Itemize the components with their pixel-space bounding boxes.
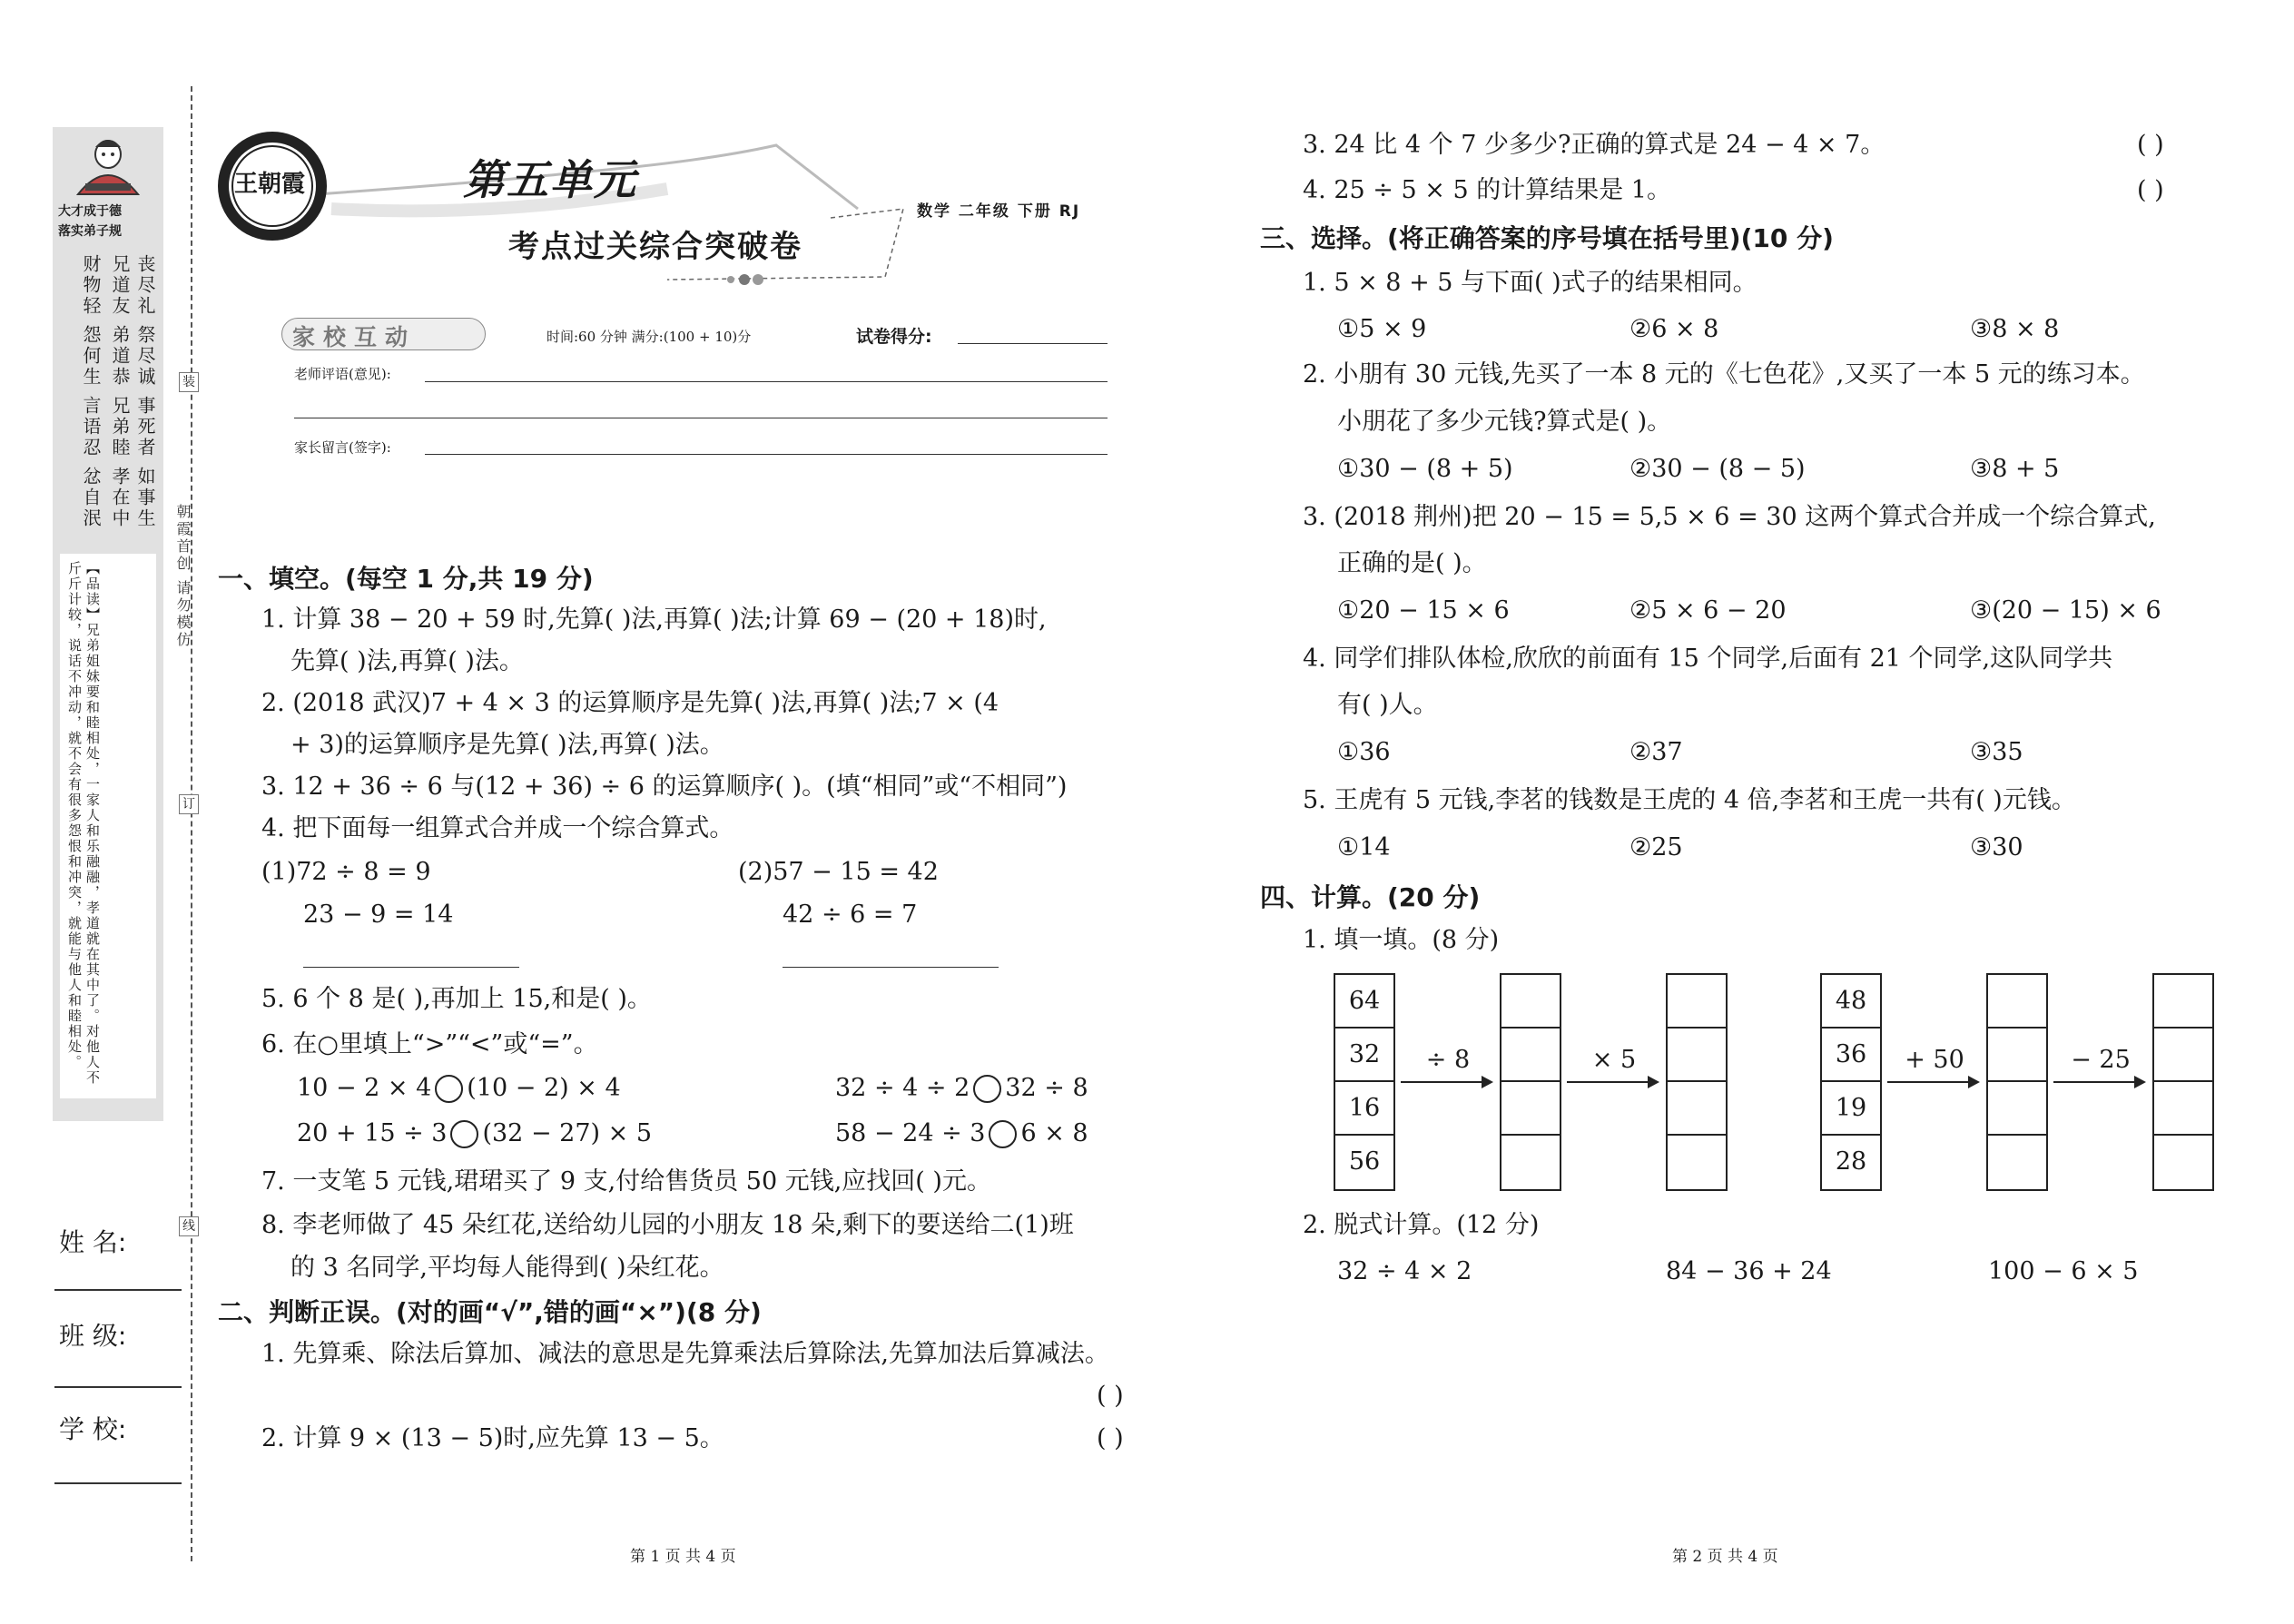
operation-label: × 5 [1591,1046,1637,1074]
s3-q3-option-2[interactable]: ②5 × 6 − 20 [1629,596,1787,625]
binding-mark-2: 订 [179,794,199,814]
section1-heading: 一、填空。(每空 1 分,共 19 分) [218,564,594,594]
sidebar-motto-2: 落实弟子规 [58,224,122,239]
binding-mark-1: 装 [179,372,199,392]
s3-q1-option-3[interactable]: ③8 × 8 [1970,315,2060,343]
s3-q5-option-1[interactable]: ①14 [1337,833,1391,861]
answer-cell[interactable] [1501,1136,1560,1189]
s1-q1-line2: 先算( )法,再算( )法。 [290,647,524,675]
answer-cell[interactable] [1501,1082,1560,1136]
logo-text: 王朝霞 [234,171,306,198]
right-arrow-icon [1567,1081,1658,1083]
answer-cell[interactable] [1988,975,2046,1029]
answer-cell[interactable] [1501,1029,1560,1082]
name-label: 姓 名: [59,1227,127,1257]
s3-q5-option-2[interactable]: ②25 [1629,833,1683,861]
sidebar-motto-1: 大才成于德 [58,204,122,219]
s4-q1: 1. 填一填。(8 分) [1303,926,1500,954]
compare-circle[interactable] [973,1075,1001,1103]
right-arrow-icon [1887,1081,1978,1083]
s2-q3: 3. 24 比 4 个 7 少多少?正确的算式是 24 − 4 × 7。 [1303,131,1885,159]
answer-column [1986,973,2048,1191]
s3-q3-option-1[interactable]: ①20 − 15 × 6 [1337,596,1510,625]
s1-q6-row1-a: 10 − 2 × 4 (10 − 2) × 4 [297,1074,621,1102]
s1-q4-answer-line-2[interactable] [783,967,999,968]
input-cell: 64 [1335,975,1393,1029]
s1-q4-answer-line-1[interactable] [303,967,519,968]
s3-q2-option-2[interactable]: ②30 − (8 − 5) [1629,455,1806,483]
expression-3: 100 − 6 × 5 [1988,1257,2139,1285]
s1-q4-group1-a: (1)72 ÷ 8 = 9 [261,858,431,886]
s2-q3-paren[interactable]: ( ) [2137,131,2164,159]
sidebar-panel [53,127,163,1121]
binding-dashed-line [191,86,192,1561]
s3-q1-option-1[interactable]: ①5 × 9 [1337,315,1427,343]
s1-q8-line2: 的 3 名同学,平均每人能得到( )朵红花。 [290,1254,724,1282]
s1-q6-row2-b: 58 − 24 ÷ 3 6 × 8 [835,1119,1088,1147]
answer-cell[interactable] [1988,1136,2046,1189]
s2-q2-paren[interactable]: ( ) [1097,1424,1124,1452]
s1-q5: 5. 6 个 8 是( ),再加上 15,和是( )。 [261,985,652,1013]
unit-title: 第五单元 [463,155,637,204]
s1-q6-row2-a: 20 + 15 ÷ 3 (32 − 27) × 5 [297,1119,653,1147]
s2-q4-paren[interactable]: ( ) [2137,176,2164,204]
reading-note: 【品读】兄弟姐妹要和睦相处，一家人和乐融融，孝道就在其中了。对他人不斤斤计较，说话不冲动，就不会有很多怨恨和冲突，就能与他人和睦相处。 [66,561,101,1086]
answer-cell[interactable] [2154,975,2212,1029]
answer-cell[interactable] [1501,975,1560,1029]
s2-q1: 1. 先算乘、除法后算加、减法的意思是先算乘法后算除法,先算加法后算减法。 [261,1340,1109,1368]
s1-q8-line1: 8. 李老师做了 45 朵红花,送给幼儿园的小朋友 18 朵,剩下的要送给二(1)班 [261,1211,1074,1239]
verse-col: 兄弟睦 [109,396,131,458]
verse-col: 弟道恭 [109,325,131,388]
s1-q3: 3. 12 + 36 ÷ 6 与(12 + 36) ÷ 6 的运算顺序( )。(填“相同”或“不相同”) [261,773,1068,801]
s3-q1: 1. 5 × 8 + 5 与下面( )式子的结果相同。 [1303,269,1757,297]
s1-q6: 6. 在○里填上“>”“<”或“=”。 [261,1030,598,1058]
s2-q4: 4. 25 ÷ 5 × 5 的计算结果是 1。 [1303,176,1671,204]
operation-label: ÷ 8 [1425,1046,1471,1074]
teacher-comment-line[interactable] [425,381,1108,382]
answer-cell[interactable] [1988,1082,2046,1136]
s3-q4-option-3[interactable]: ③35 [1970,738,2023,766]
input-cell: 19 [1822,1082,1880,1136]
s1-q2-line2: + 3)的运算顺序是先算( )法,再算( )法。 [290,731,724,759]
input-cell: 16 [1335,1082,1393,1136]
school-line[interactable] [54,1482,182,1484]
scholar-illustration [69,134,147,198]
s3-q1-option-2[interactable]: ②6 × 8 [1629,315,1719,343]
s3-q5-option-3[interactable]: ③30 [1970,833,2023,861]
verse-col: 孝在中 [109,467,131,529]
home-school-badge: 家校互动 [292,324,417,350]
s3-q3-line1: 3. (2018 荆州)把 20 − 15 = 5,5 × 6 = 30 这两个算式合并成一个综合算式, [1303,503,2156,531]
input-cell: 32 [1335,1029,1393,1082]
parent-comment-label: 家长留言(签字): [294,439,391,456]
answer-cell[interactable] [1668,1029,1726,1082]
class-line[interactable] [54,1386,182,1388]
right-arrow-icon [1401,1081,1492,1083]
section2-heading: 二、判断正误。(对的画“√”,错的画“×”)(8 分) [218,1297,762,1327]
answer-cell[interactable] [1668,1082,1726,1136]
copyright-note: 朝霞首创 请勿模仿 [174,504,192,650]
s3-q4-line2: 有( )人。 [1337,691,1438,719]
score-line[interactable] [958,343,1108,344]
subject-tag: 数学 二年级 下册 RJ [917,202,1081,221]
verse-col: 财物轻 [80,254,102,317]
s1-q4-group2-b: 42 ÷ 6 = 7 [783,901,918,929]
input-column-right [1820,973,1882,1191]
s3-q3-option-3[interactable]: ③(20 − 15) × 6 [1970,596,2161,625]
answer-cell[interactable] [1988,1029,2046,1082]
verse-col: 祭尽诚 [134,325,156,388]
answer-column [2152,973,2214,1191]
answer-cell[interactable] [2154,1082,2212,1136]
section3-heading: 三、选择。(将正确答案的序号填在括号里)(10 分) [1260,223,1834,253]
name-line[interactable] [54,1289,182,1291]
s1-q7: 7. 一支笔 5 元钱,珺珺买了 9 支,付给售货员 50 元钱,应找回( )元。 [261,1167,991,1196]
answer-column [1666,973,1728,1191]
class-label: 班 级: [59,1321,127,1351]
page-number-1: 第 1 页 共 4 页 [630,1548,736,1566]
answer-cell[interactable] [2154,1029,2212,1082]
verse-col: 忿自泯 [80,467,102,529]
verse-col: 事死者 [134,396,156,458]
input-cell: 28 [1835,1147,1867,1176]
s3-q2-line2: 小朋花了多少元钱?算式是( )。 [1337,408,1672,436]
answer-column [1500,973,1561,1191]
operation-label: + 50 [1905,1046,1964,1074]
compare-circle[interactable] [450,1120,478,1148]
page-number-2: 第 2 页 共 4 页 [1672,1548,1778,1566]
verse-col: 言语忍 [80,396,102,458]
s1-q4: 4. 把下面每一组算式合并成一个综合算式。 [261,814,734,842]
verse-col: 丧尽礼 [134,254,156,317]
s1-q4-group2-a: (2)57 − 15 = 42 [738,858,939,886]
s3-q5: 5. 王虎有 5 元钱,李茗的钱数是王虎的 4 倍,李茗和王虎一共有( )元钱。 [1303,786,2076,814]
verse-col: 兄道友 [109,254,131,317]
binding-mark-3: 线 [179,1216,199,1236]
exam-subtitle: 考点过关综合突破卷 [508,229,802,265]
s4-q2: 2. 脱式计算。(12 分) [1303,1211,1540,1239]
score-label: 试卷得分: [856,327,932,347]
input-column-left [1334,973,1395,1191]
s1-q4-group1-b: 23 − 9 = 14 [303,901,454,929]
s3-q4-option-1[interactable]: ①36 [1337,738,1391,766]
verse-col: 如事生 [134,467,156,529]
s1-q6-row1-b: 32 ÷ 4 ÷ 2 32 ÷ 8 [835,1074,1088,1102]
answer-cell[interactable] [2154,1136,2212,1189]
s1-q2-line1: 2. (2018 武汉)7 + 4 × 3 的运算顺序是先算( )法,再算( )法;7 × (4 [261,689,999,717]
verse-col: 怨何生 [80,325,102,388]
time-info: 时间:60 分钟 满分:(100 + 10)分 [546,329,752,345]
s3-q4-option-2[interactable]: ②37 [1629,738,1683,766]
compare-circle[interactable] [989,1120,1017,1148]
operation-label: − 25 [2071,1046,2131,1074]
input-cell: 56 [1348,1147,1381,1176]
s3-q4-line1: 4. 同学们排队体检,欣欣的前面有 15 个同学,后面有 21 个同学,这队同学共 [1303,645,2113,673]
s3-q2-option-1[interactable]: ①30 − (8 + 5) [1337,455,1513,483]
right-arrow-icon [2053,1081,2144,1083]
expression-2: 84 − 36 + 24 [1666,1257,1832,1285]
answer-cell[interactable] [1668,975,1726,1029]
s3-q2-option-3[interactable]: ③8 + 5 [1970,455,2060,483]
s1-q1-line1: 1. 计算 38 − 20 + 59 时,先算( )法,再算( )法;计算 69 − (20 + 18)时, [261,605,1047,634]
expression-1: 32 ÷ 4 × 2 [1337,1257,1472,1285]
input-cell: 36 [1822,1029,1880,1082]
compare-circle[interactable] [435,1075,463,1103]
section4-heading: 四、计算。(20 分) [1260,882,1481,912]
s2-q2: 2. 计算 9 × (13 − 5)时,应先算 13 − 5。 [261,1424,724,1452]
parent-comment-line[interactable] [425,454,1108,455]
school-label: 学 校: [59,1414,127,1444]
s3-q3-line2: 正确的是( )。 [1337,549,1487,577]
input-cell: 48 [1822,975,1880,1029]
teacher-comment-label: 老师评语(意见): [294,366,391,382]
s2-q1-paren[interactable]: ( ) [1097,1382,1124,1410]
answer-cell[interactable] [1668,1136,1726,1189]
s3-q2-line1: 2. 小朋有 30 元钱,先买了一本 8 元的《七色花》,又买了一本 5 元的练习本。 [1303,360,2145,389]
